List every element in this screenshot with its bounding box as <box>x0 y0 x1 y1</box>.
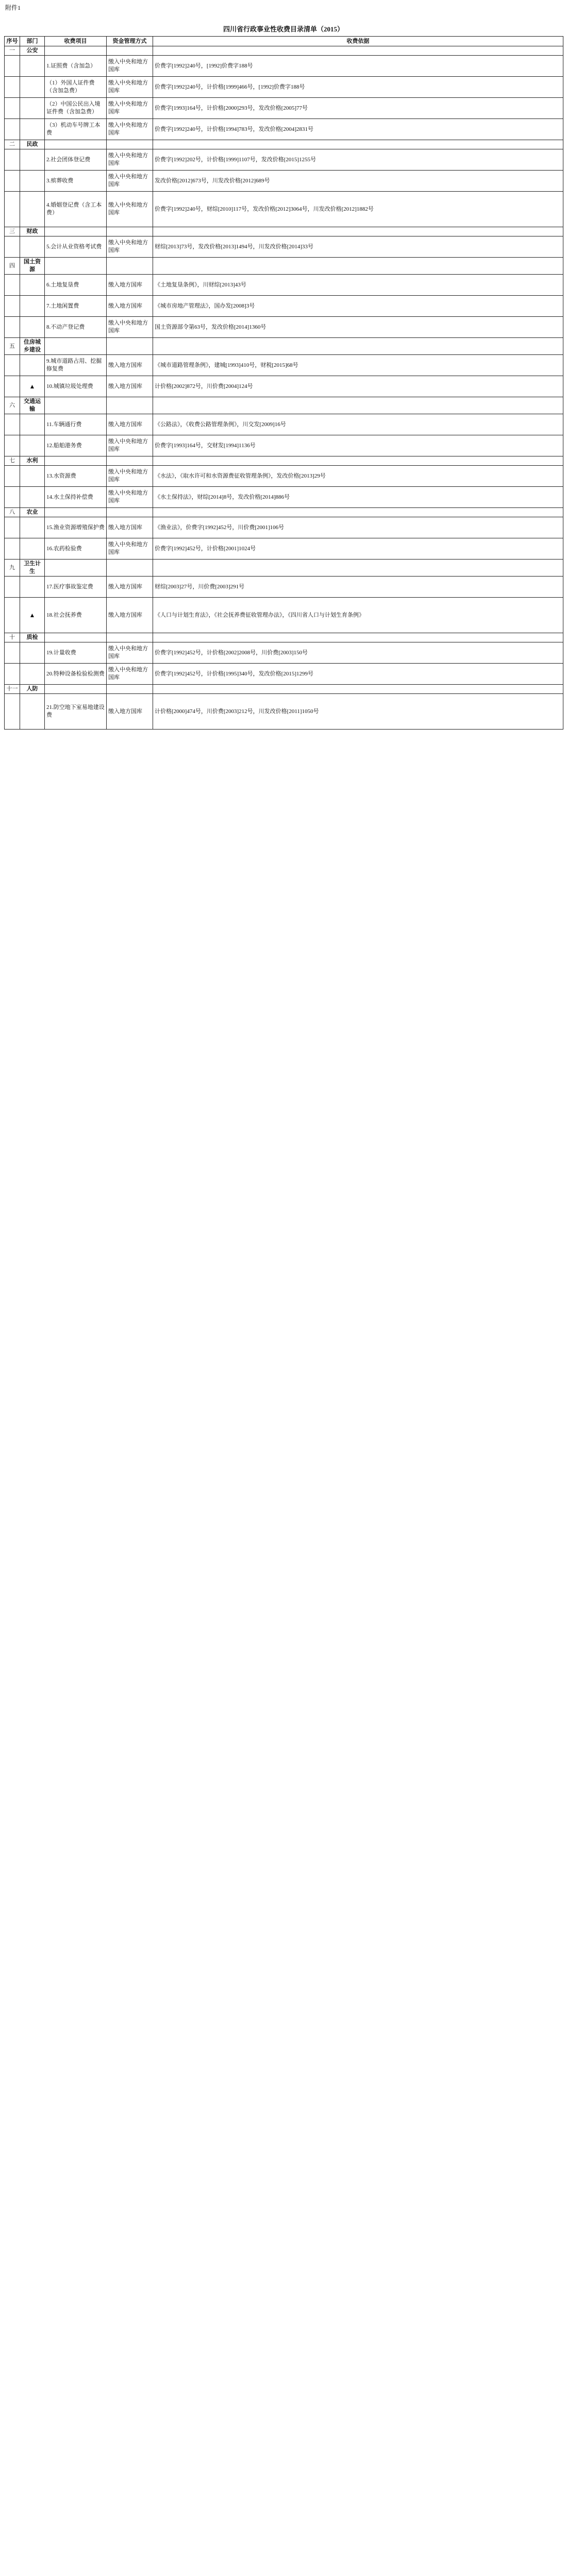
fee-name: 3.殡葬收费 <box>45 171 107 192</box>
fund-mode: 缴入中央和地方国库 <box>107 642 153 664</box>
empty-cell <box>153 560 563 577</box>
table-row <box>5 355 563 376</box>
empty-cell <box>5 598 20 633</box>
header-name: 收费项目 <box>45 37 107 46</box>
fee-basis: 《水土保持法》，财综[2014]8号，发改价格[2014]886号 <box>153 487 563 508</box>
fund-mode: 缴入中央和地方国库 <box>107 98 153 119</box>
fund-mark <box>20 317 45 338</box>
section-no: 六 <box>5 397 20 414</box>
fee-basis: 价费字[1992]240号，财综[2010]117号，发改价格[2012]3064号，川发改价格[2012]1882号 <box>153 192 563 227</box>
fund-mark <box>20 149 45 171</box>
section-dept: 住房城乡建设 <box>20 338 45 355</box>
empty-cell <box>153 46 563 56</box>
empty-cell <box>45 685 107 694</box>
fund-mode: 缴入地方国库 <box>107 355 153 376</box>
empty-cell <box>45 397 107 414</box>
fund-mode: 缴入中央和地方国库 <box>107 487 153 508</box>
section-dept: 民政 <box>20 140 45 149</box>
table-row <box>5 598 563 633</box>
section-no: 二 <box>5 140 20 149</box>
fee-basis: 《人口与计划生育法》，《社会抚养费征收管理办法》，《四川省人口与计划生育条例》 <box>153 598 563 633</box>
section-row <box>5 685 563 694</box>
fee-basis: 国土资源部令第63号，发改价格[2014]1360号 <box>153 317 563 338</box>
empty-cell <box>5 275 20 296</box>
fee-basis: 价费字[1992]202号，计价格[1999]1107号，发改价格[2015]1255号 <box>153 149 563 171</box>
fund-mode: 缴入地方国库 <box>107 376 153 397</box>
empty-cell <box>45 633 107 642</box>
empty-cell <box>5 355 20 376</box>
fee-basis: 《水法》，《取水许可和水资源费征收管理条例》，发改价格[2013]29号 <box>153 466 563 487</box>
fee-name: 21.防空地下室易地建设费 <box>45 694 107 730</box>
fund-mode: 缴入中央和地方国库 <box>107 192 153 227</box>
fund-mark <box>20 98 45 119</box>
fee-name: 2.社会团体登记费 <box>45 149 107 171</box>
fee-basis: 计价格[2002]872号，川价费[2004]124号 <box>153 376 563 397</box>
fund-mode: 缴入地方国库 <box>107 598 153 633</box>
fund-mark <box>20 487 45 508</box>
header-mode: 资金管理方式 <box>107 37 153 46</box>
empty-cell <box>5 376 20 397</box>
section-row <box>5 508 563 517</box>
empty-cell <box>5 435 20 456</box>
fund-mark <box>20 56 45 77</box>
fee-name: 6.土地复垦费 <box>45 275 107 296</box>
empty-cell <box>107 508 153 517</box>
fee-basis: 《城市道路管理条例》，建城[1993]410号，财税[2015]68号 <box>153 355 563 376</box>
fee-catalog-table <box>4 36 563 730</box>
table-row <box>5 149 563 171</box>
empty-cell <box>5 192 20 227</box>
empty-cell <box>45 227 107 236</box>
empty-cell <box>153 633 563 642</box>
fee-name: 15.渔业资源增殖保护费 <box>45 517 107 538</box>
fund-mark <box>20 694 45 730</box>
section-row <box>5 140 563 149</box>
fund-mark <box>20 355 45 376</box>
empty-cell <box>107 560 153 577</box>
table-row <box>5 538 563 560</box>
table-row <box>5 119 563 140</box>
empty-cell <box>107 633 153 642</box>
empty-cell <box>5 119 20 140</box>
empty-cell <box>5 466 20 487</box>
fee-basis: 价费字[1992]240号，计价格[1999]466号，[1992]价费字188号 <box>153 77 563 98</box>
fund-mode: 缴入中央和地方国库 <box>107 77 153 98</box>
fee-name: 10.城镇垃圾处理费 <box>45 376 107 397</box>
fund-mark: ▲ <box>20 598 45 633</box>
fund-mode: 缴入中央和地方国库 <box>107 119 153 140</box>
fee-name: 11.车辆通行费 <box>45 414 107 435</box>
fund-mode: 缴入地方国库 <box>107 694 153 730</box>
empty-cell <box>45 456 107 466</box>
fund-mode: 缴入地方国库 <box>107 296 153 317</box>
fee-basis: 计价格[2000]474号，川价费[2003]212号，川发改价格[2011]1050号 <box>153 694 563 730</box>
fee-basis: 价费字[1993]164号，计价格[2000]293号，发改价格[2005]77号 <box>153 98 563 119</box>
empty-cell <box>5 414 20 435</box>
table-row <box>5 642 563 664</box>
table-row <box>5 171 563 192</box>
fund-mark <box>20 517 45 538</box>
fee-basis: 财综[2003]27号，川价费[2003]291号 <box>153 577 563 598</box>
fund-mark <box>20 296 45 317</box>
fund-mode: 缴入中央和地方国库 <box>107 56 153 77</box>
fee-basis: 《土地复垦条例》，川财综[2013]43号 <box>153 275 563 296</box>
fee-name: 8.不动产登记费 <box>45 317 107 338</box>
fee-name: 19.计量收费 <box>45 642 107 664</box>
empty-cell <box>5 296 20 317</box>
fund-mode: 缴入中央和地方国库 <box>107 171 153 192</box>
table-row <box>5 694 563 730</box>
section-row <box>5 258 563 275</box>
fund-mode: 缴入中央和地方国库 <box>107 317 153 338</box>
table-row <box>5 275 563 296</box>
empty-cell <box>153 338 563 355</box>
empty-cell <box>107 258 153 275</box>
fund-mark <box>20 192 45 227</box>
table-row <box>5 317 563 338</box>
fund-mode: 缴入中央和地方国库 <box>107 236 153 258</box>
fee-name: 12.船舶港务费 <box>45 435 107 456</box>
fee-name: 9.城市道路占用、挖掘修复费 <box>45 355 107 376</box>
fee-name: 18.社会抚养费 <box>45 598 107 633</box>
fund-mode: 缴入中央和地方国库 <box>107 149 153 171</box>
fee-name: 13.水资源费 <box>45 466 107 487</box>
empty-cell <box>5 56 20 77</box>
fund-mode: 缴入地方国库 <box>107 517 153 538</box>
table-row <box>5 577 563 598</box>
section-no: 七 <box>5 456 20 466</box>
empty-cell <box>5 538 20 560</box>
table-row <box>5 296 563 317</box>
fund-mark <box>20 435 45 456</box>
fund-mode: 缴入中央和地方国库 <box>107 538 153 560</box>
section-no: 四 <box>5 258 20 275</box>
fee-basis: 财综[2013]73号，发改价格[2013]1494号，川发改价格[2014]33号 <box>153 236 563 258</box>
fund-mode: 缴入地方国库 <box>107 414 153 435</box>
empty-cell <box>45 258 107 275</box>
section-row <box>5 560 563 577</box>
section-dept: 国土资源 <box>20 258 45 275</box>
fee-name: 7.土地闲置费 <box>45 296 107 317</box>
empty-cell <box>5 171 20 192</box>
section-dept: 农业 <box>20 508 45 517</box>
section-no: 五 <box>5 338 20 355</box>
fund-mark <box>20 171 45 192</box>
table-row <box>5 466 563 487</box>
section-no: 八 <box>5 508 20 517</box>
fee-name: 16.农药检验费 <box>45 538 107 560</box>
empty-cell <box>5 517 20 538</box>
fee-name: （2）中国公民出入境证件费（含加急费） <box>45 98 107 119</box>
fund-mark <box>20 275 45 296</box>
table-row <box>5 435 563 456</box>
empty-cell <box>5 577 20 598</box>
fee-basis: 发改价格[2012]673号，川发改价格[2012]689号 <box>153 171 563 192</box>
empty-cell <box>153 140 563 149</box>
fee-name: 14.水土保持补偿费 <box>45 487 107 508</box>
section-dept: 卫生计生 <box>20 560 45 577</box>
section-row <box>5 46 563 56</box>
fund-mark <box>20 77 45 98</box>
table-header-row <box>5 37 563 46</box>
empty-cell <box>107 338 153 355</box>
empty-cell <box>45 338 107 355</box>
empty-cell <box>107 227 153 236</box>
empty-cell <box>153 685 563 694</box>
empty-cell <box>5 236 20 258</box>
empty-cell <box>5 98 20 119</box>
fee-basis: 价费字[1992]452号，计价格[1995]340号，发改价格[2015]1299号 <box>153 664 563 685</box>
document-title: 四川省行政事业性收费目录清单（2015） <box>223 25 344 33</box>
fee-basis: 《公路法》，《收费公路管理条例》，川交发[2009]16号 <box>153 414 563 435</box>
header-dept: 部门 <box>20 37 45 46</box>
fund-mode: 缴入地方国库 <box>107 275 153 296</box>
section-row <box>5 338 563 355</box>
empty-cell <box>107 397 153 414</box>
section-row <box>5 397 563 414</box>
fee-basis: 价费字[1993]164号，交财发[1994]1136号 <box>153 435 563 456</box>
fund-mode: 缴入中央和地方国库 <box>107 435 153 456</box>
table-row <box>5 236 563 258</box>
empty-cell <box>153 397 563 414</box>
empty-cell <box>5 487 20 508</box>
section-dept: 水利 <box>20 456 45 466</box>
table-body <box>5 46 563 730</box>
fee-name: 1.证照费（含加急） <box>45 56 107 77</box>
empty-cell <box>107 140 153 149</box>
table-row <box>5 376 563 397</box>
table-row <box>5 77 563 98</box>
section-row <box>5 456 563 466</box>
empty-cell <box>107 456 153 466</box>
empty-cell <box>5 642 20 664</box>
fee-basis: 价费字[1992]240号，计价格[1994]783号，发改价格[2004]2831号 <box>153 119 563 140</box>
section-dept: 质检 <box>20 633 45 642</box>
empty-cell <box>107 46 153 56</box>
fee-name: 5.会计从业资格考试费 <box>45 236 107 258</box>
empty-cell <box>5 664 20 685</box>
section-no: 三 <box>5 227 20 236</box>
empty-cell <box>45 560 107 577</box>
fee-name: （1）外国人证件费（含加急费） <box>45 77 107 98</box>
section-row <box>5 633 563 642</box>
table-row <box>5 664 563 685</box>
section-dept: 交通运输 <box>20 397 45 414</box>
fund-mark: ▲ <box>20 376 45 397</box>
section-no: 一 <box>5 46 20 56</box>
empty-cell <box>45 508 107 517</box>
empty-cell <box>5 694 20 730</box>
fee-name: 17.医疗事故鉴定费 <box>45 577 107 598</box>
header-no: 序号 <box>5 37 20 46</box>
table-row <box>5 192 563 227</box>
table-row <box>5 414 563 435</box>
table-row <box>5 98 563 119</box>
fee-basis: 《渔业法》，价费字[1992]452号，川价费[2001]106号 <box>153 517 563 538</box>
fund-mark <box>20 236 45 258</box>
empty-cell <box>107 685 153 694</box>
section-dept: 财政 <box>20 227 45 236</box>
section-no: 九 <box>5 560 20 577</box>
fee-name: （3）机动车号牌工本费 <box>45 119 107 140</box>
fund-mode: 缴入中央和地方国库 <box>107 664 153 685</box>
header-basis: 收费依据 <box>153 37 563 46</box>
empty-cell <box>153 227 563 236</box>
fee-name: 20.特种设备检验检测费 <box>45 664 107 685</box>
fund-mode: 缴入地方国库 <box>107 577 153 598</box>
fee-basis: 价费字[1992]240号，[1992]价费字188号 <box>153 56 563 77</box>
fund-mark <box>20 466 45 487</box>
empty-cell <box>5 317 20 338</box>
fee-basis: 《城市房地产管理法》，国办发[2008]3号 <box>153 296 563 317</box>
attachment-label: 附件1 <box>5 4 21 11</box>
fee-basis: 价费字[1992]452号，计价格[2001]1024号 <box>153 538 563 560</box>
fund-mark <box>20 642 45 664</box>
empty-cell <box>5 77 20 98</box>
section-row <box>5 227 563 236</box>
empty-cell <box>5 149 20 171</box>
fund-mark <box>20 664 45 685</box>
table-row <box>5 56 563 77</box>
section-dept: 人防 <box>20 685 45 694</box>
fund-mark <box>20 414 45 435</box>
section-no: 十 <box>5 633 20 642</box>
empty-cell <box>153 456 563 466</box>
empty-cell <box>153 258 563 275</box>
empty-cell <box>45 46 107 56</box>
fund-mark <box>20 119 45 140</box>
empty-cell <box>153 508 563 517</box>
fund-mark <box>20 577 45 598</box>
section-dept: 公安 <box>20 46 45 56</box>
fee-basis: 价费字[1992]452号，计价格[2002]2008号，川价费[2003]150号 <box>153 642 563 664</box>
empty-cell <box>45 140 107 149</box>
table-row <box>5 517 563 538</box>
fund-mark <box>20 538 45 560</box>
table-row <box>5 487 563 508</box>
section-no: 十一 <box>5 685 20 694</box>
fund-mode: 缴入中央和地方国库 <box>107 466 153 487</box>
fee-name: 4.婚姻登记费（含工本费） <box>45 192 107 227</box>
